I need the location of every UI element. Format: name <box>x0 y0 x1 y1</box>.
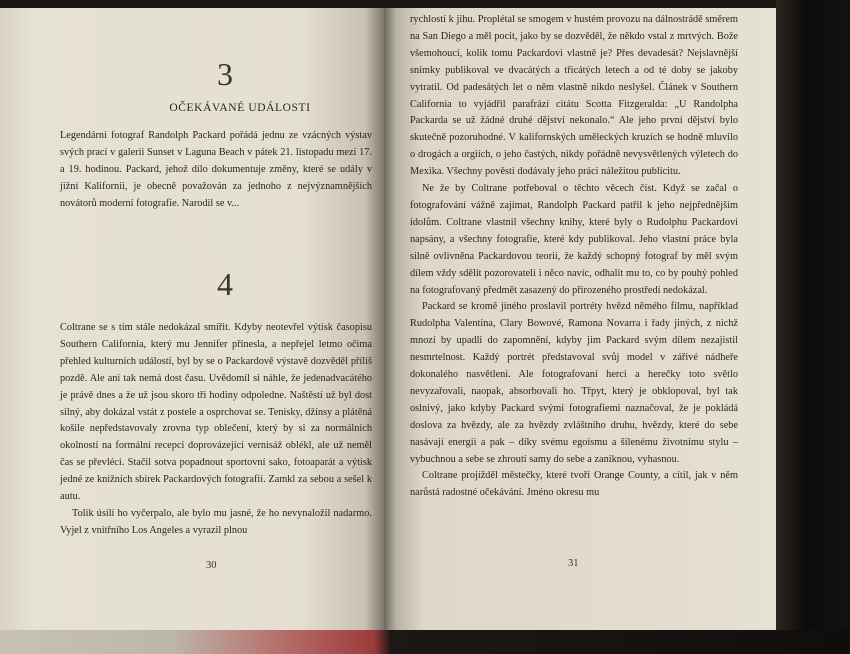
left-page <box>0 8 384 630</box>
right-page <box>384 8 776 630</box>
page-number-right: 31 <box>568 558 579 569</box>
paragraph: rychlostí k jihu. Proplétal se smogem v hustém provozu na dálnostrádě směrem na San Diego a měl pocit, jako by se dozvěděl, že někdo vstal z mrtvých. Bože všemohoucí, kolik tomu Packardovi vlastně je? Přes devadesát? Nejslavnější snímky publikoval ve dvacátých a třicátých letech a od té doby se jakoby vytratil. Od padesátých let o něm vlastně nikdo neslyšel. Článek v Southern California to vyjádřil parafrází citátu Scotta Fitzgeralda: „U Randolpha Packarda se už žádné druhé dějství nekonalo.“ Ale jeho první dějství bylo skutečně pozoruhodné. V kalifornských uměleckých kruzích se hodně mluvilo o drogách a orgiích, o jeho častých, nikdy pořádně nevysvětlených výletech do Mexika. Všechny pověsti dodávaly jeho práci náležitou publicitu. <box>410 14 738 178</box>
chapter4-text <box>60 320 372 540</box>
paragraph: Tolik úsilí ho vyčerpalo, ale bylo mu jasné, že ho nevynaložil nadarmo. Vyjel z vnitřního Los Angeles a vyrazil plnou <box>60 507 372 536</box>
paragraph: Ne že by Coltrane potřeboval o těchto věcech číst. Když se začal o fotografování vážně zajímat, Randolph Packard patřil k jeho nejpřednějším idolům. Coltrane vlastnil všechny knihy, které byly o Rudolphu Packardovi napsány, a všechny fotografie, které kdy publikoval. Jeho vlastní práce byla silně ovlivněna Packardovou teorií, že každý schopný fotograf by měl svým dílem vždy sdělit pozorovateli i něco navíc, odhalit mu to, co by pouhý pohled na fotografovaný předmět zasazený do přirozeného prostředí nedokázal. <box>410 183 738 296</box>
chapter-number-3: 3 <box>217 56 233 92</box>
chapter3-text <box>60 128 372 213</box>
paragraph: Packard se kromě jiného proslavil portréty hvězd němého filmu, například Rudolpha Valentina, Clary Bowové, Ramona Novarra i řady jiných, z nichž mnozí by upadli do zapomnění, kdyby jim Packard svým dílem nezajistil nesmrtelnost. Každý portrét představoval svůj model v zářivé nádheře dokonalého nasvětlení. Ale fotografovaní herci a herečky toto světlo nevyzařovali, naopak, absorbovali ho. Třpyt, který je obklopoval, byl tak oslnivý, jako kdyby Packard svými fotografiemi naznačoval, že je pokládá doslova za hvězdy, ale za hvězdy zvláštního druhu, hvězdy, které do sebe nasávají energii a pak – díky svému egoismu a šílenému životnímu stylu – vybuchnou a sebe se zhroutí samy do sebe a zaniknou, vyhasnou. <box>410 301 738 465</box>
book-cover-edge <box>776 0 850 654</box>
page-number-left: 30 <box>206 560 217 571</box>
book-bottom-edge <box>0 630 850 654</box>
chapter-title: OČEKÁVANÉ UDÁLOSTI <box>169 102 311 114</box>
chapter-number-4: 4 <box>217 266 233 302</box>
paragraph: Coltrane se s tím stále nedokázal smířit. Kdyby neotevřel výtisk časopisu Southern California, který mu Jennifer přinesla, a nepřejel letmo očima přehled kulturních událostí, byl by se o Packardově výstavě dozvěděl příliš pozdě. Ale ani tak nemá dost času. Uvědomil si náhle, že jedenadvacátého je právě dnes a že už jsou skoro tři hodiny odpoledne. Naštěstí už byl dost silný, aby dokázal vstát z postele a osprchovat se. Tenisky, džínsy a plátěná košile nepředstavovaly zrovna typ oblečení, který by si za normálních okolností na formální recepci doprovázející vernisáž oblékl, ale už neměl čas se převléci. Stačil sotva popadnout sportovní sako, fotoaparát a výtisk jedné ze knižních sbírek Packardových fotografií. Zamkl za sebou a sešel k autu. <box>60 322 372 503</box>
right-page-text <box>410 12 738 502</box>
paragraph: Coltrane projížděl městečky, které tvoří Orange County, a cítil, jak v něm narůstá radostné očekávání. Jméno okresu mu <box>410 470 738 499</box>
paragraph: Legendární fotograf Randolph Packard pořádá jednu ze vzácných výstav svých prací v galerii Sunset v Laguna Beach v pátek 21. listopadu mezi 17. a 19. hodinou. Packard, jehož dílo dokumentuje změny, které se udály v jižní Kalifornii, je obecně považován za jednoho z nejvýznamnějších novátorů moderní fotografie. Narodil se v... <box>60 130 372 209</box>
